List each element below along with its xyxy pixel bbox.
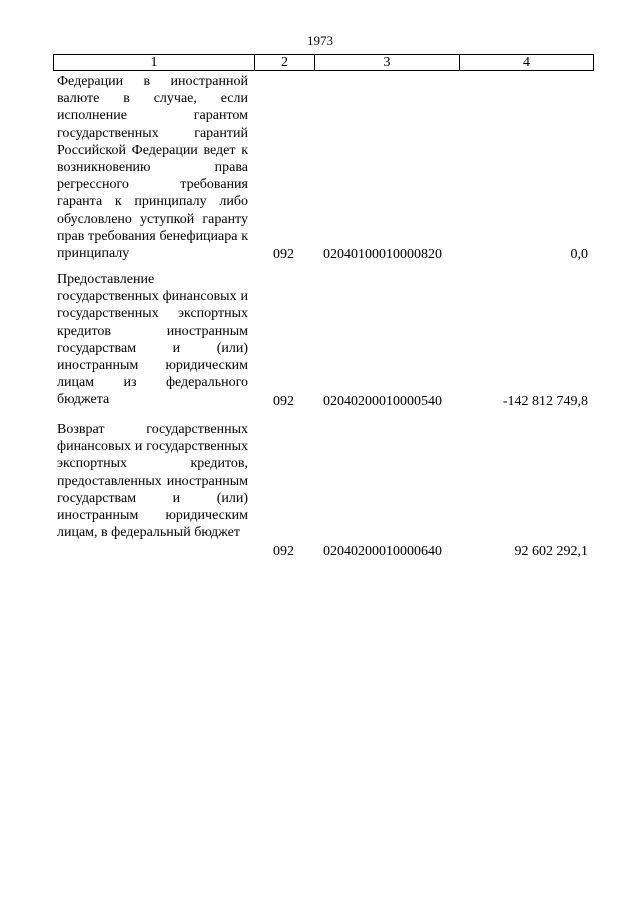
row-admin-code: 092 (273, 543, 294, 559)
header-col-2: 2 (255, 55, 315, 70)
row-amount: 0,0 (570, 246, 588, 262)
row-amount: -142 812 749,8 (502, 393, 588, 409)
header-col-3: 3 (315, 55, 460, 70)
row-classification-code: 02040200010000540 (323, 393, 442, 409)
row-description: Предоставление государственных финансовых и государственных экспортных кредитов иностранным государствам и (или) иностранным юридическим лицам из федерального бюджета (57, 272, 248, 408)
row-admin-code: 092 (273, 246, 294, 262)
row-classification-code: 02040200010000640 (323, 543, 442, 559)
table-row (57, 73, 592, 263)
row-classification-code: 02040100010000820 (323, 246, 442, 262)
table-row (57, 421, 592, 560)
row-description: Возврат государственных финансовых и государственных экспортных кредитов, предоставленных иностранным государствам и (или) иностранным юридическим лицам, в федеральный бюджет (57, 422, 248, 541)
table-header (53, 54, 594, 71)
row-description: Федерации в иностранной валюте в случае, если исполнение гарантом государственных гарантий Российской Федерации ведет к возникновению права регрессного требования гаранта к принципалу либо обусловлено уступкой гаранту прав требования бенефициара к принципалу (57, 74, 248, 262)
header-col-4: 4 (523, 55, 530, 70)
header-col-1: 1 (54, 55, 255, 70)
row-admin-code: 092 (273, 393, 294, 409)
page-number: 1973 (307, 33, 333, 48)
table-row (57, 271, 592, 410)
row-amount: 92 602 292,1 (514, 543, 588, 559)
